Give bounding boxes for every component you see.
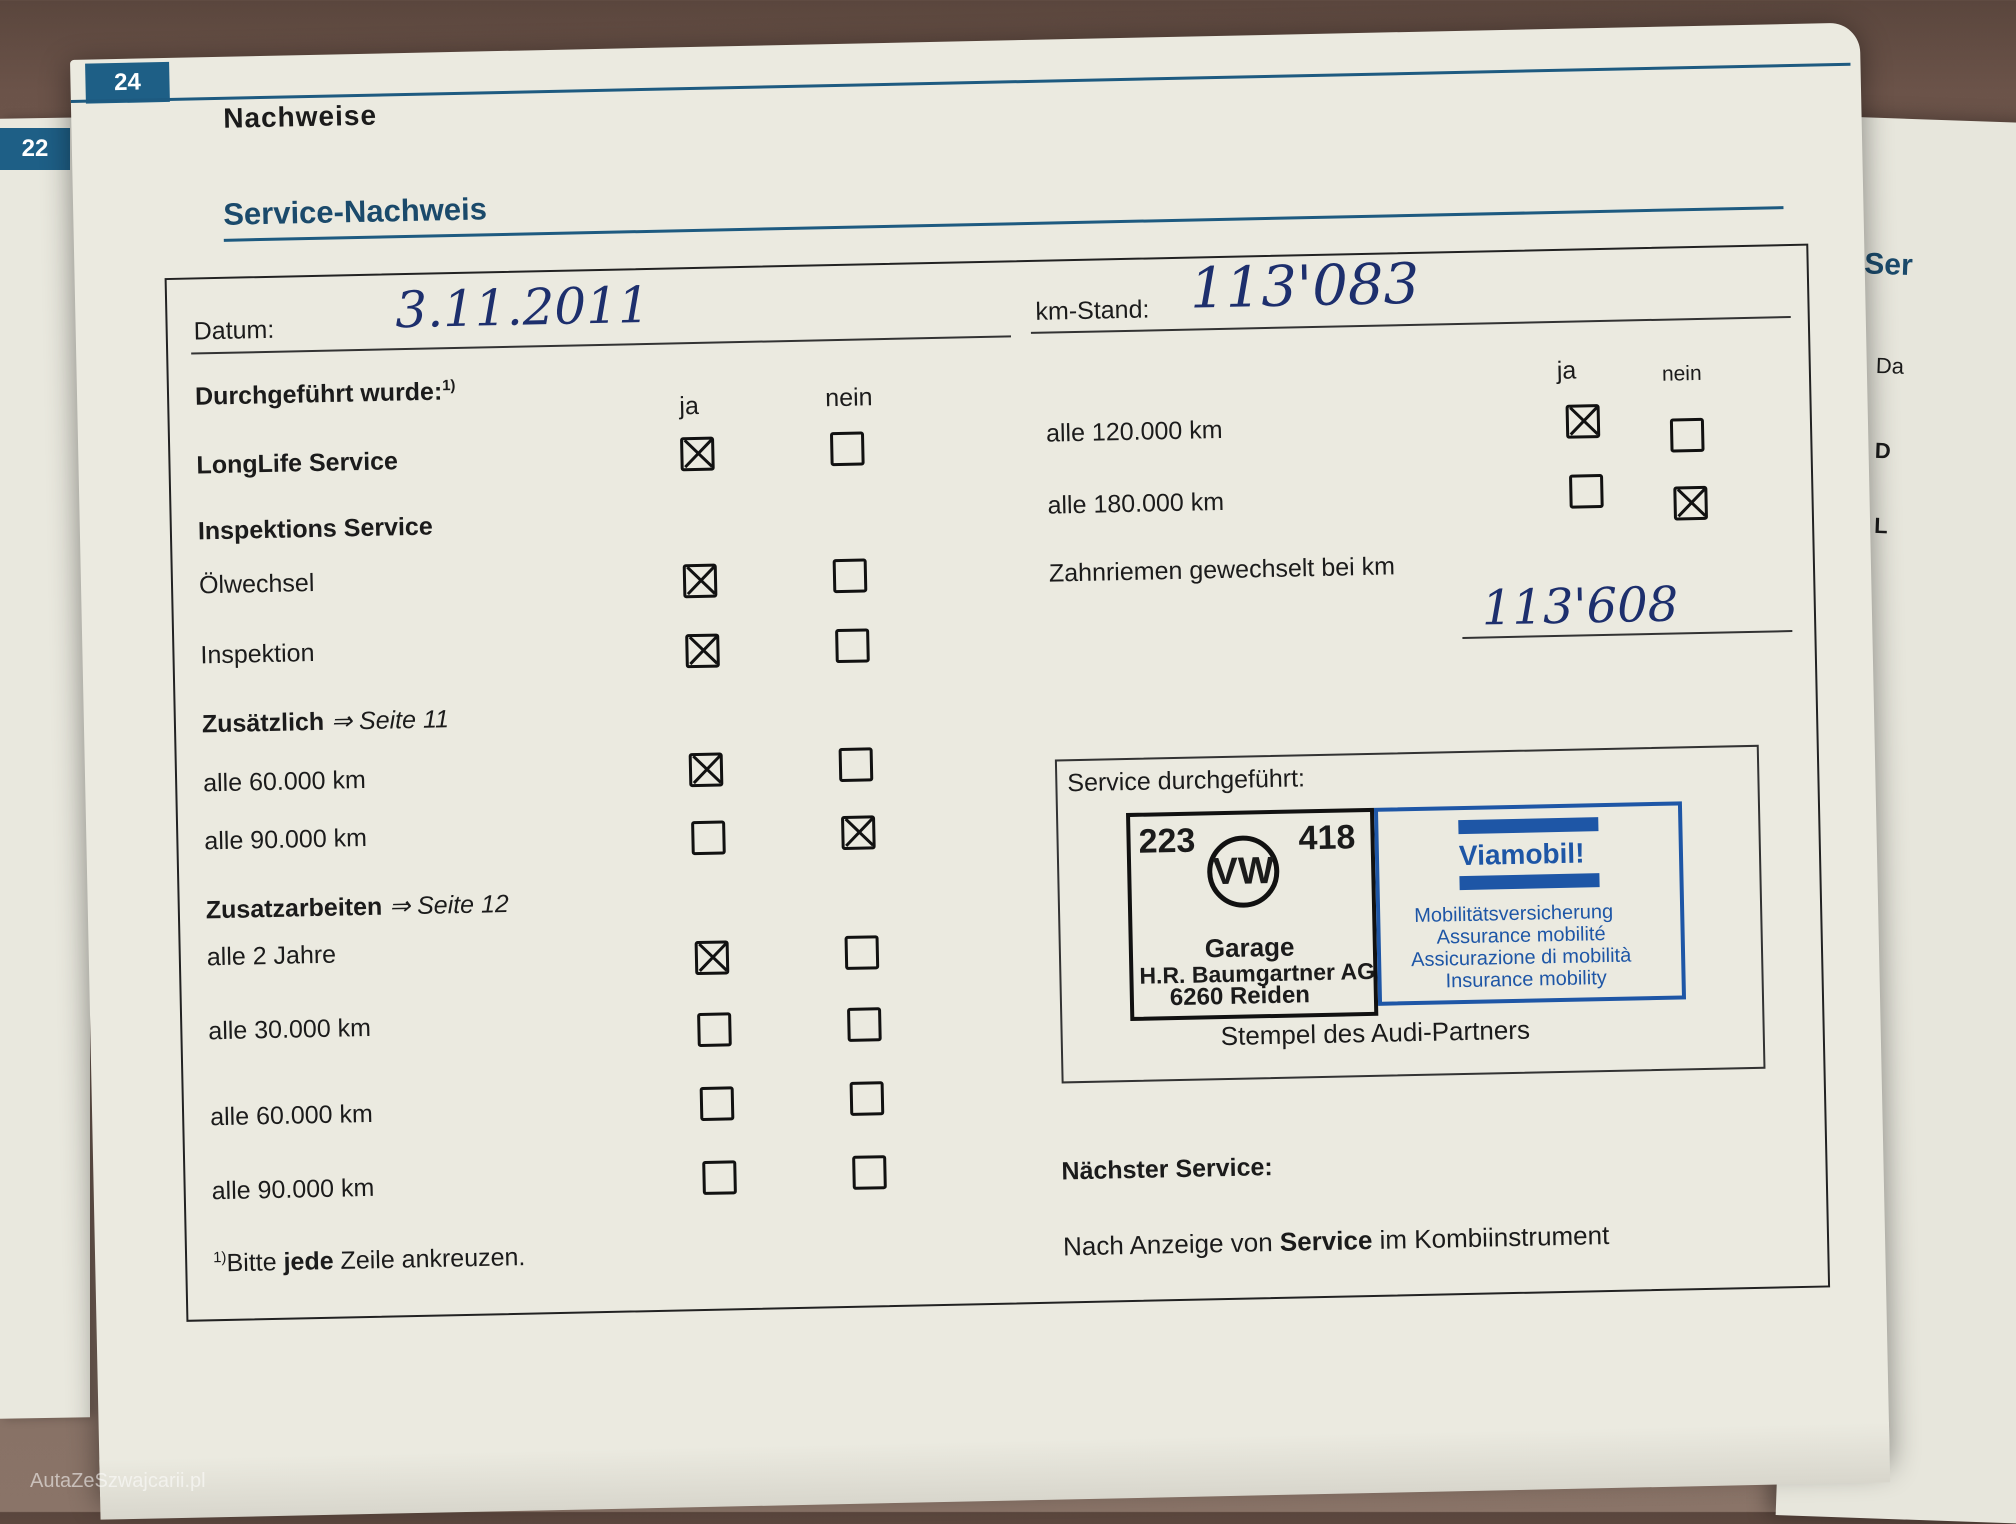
zusatz-30k-ja-checkbox[interactable] [697, 1012, 732, 1047]
page-number-tab: 24 [85, 62, 170, 104]
zahnriemen-value: 113'608 [1481, 576, 1679, 637]
stamp-company: H.R. Baumgartner AG [1139, 957, 1376, 989]
zusaetzlich-90k-ja-checkbox[interactable] [691, 820, 726, 855]
viamobil-bar [1458, 817, 1598, 834]
page-bottom-shadow [99, 1422, 1890, 1519]
zusatz-90k-ja-checkbox[interactable] [702, 1160, 737, 1195]
zusatz-30k-nein-checkbox[interactable] [847, 1007, 882, 1042]
zusatz-60k-label: alle 60.000 km [209, 1099, 374, 1132]
right-page-row: L [1873, 512, 1889, 539]
datum-value: 3.11.2011 [394, 275, 651, 340]
stamp-caption: Stempel des Audi-Partners [1220, 1014, 1531, 1052]
viamobil-line: Mobilitätsversicherung [1413, 900, 1614, 928]
header-rule [71, 63, 1851, 103]
inspektions-service-label: Inspektions Service [197, 512, 433, 546]
zusatzarbeiten-heading: Zusatzarbeiten ⇒ Seite 12 [205, 889, 510, 925]
zusatz-2-jahre-nein-checkbox[interactable] [845, 935, 880, 970]
oelwechsel-nein-checkbox[interactable] [833, 558, 868, 593]
zusaetzlich-90k-nein-checkbox[interactable] [841, 815, 876, 850]
km-stand-value: 113'083 [1189, 251, 1420, 322]
right-page-heading: Ser [1863, 247, 1914, 283]
viamobil-line: Assurance mobilité [1436, 923, 1606, 949]
zusaetzlich-heading: Zusätzlich ⇒ Seite 11 [201, 705, 450, 739]
zusatz-2-jahre-label: alle 2 Jahre [206, 940, 337, 972]
stamp-city: 6260 Reiden [1169, 981, 1311, 1012]
zusatz-60k-nein-checkbox[interactable] [850, 1081, 885, 1116]
zusatzarbeiten-page-ref: ⇒ Seite 12 [388, 889, 510, 921]
inspektion-nein-checkbox[interactable] [835, 628, 870, 663]
right-180k-ja-checkbox[interactable] [1569, 474, 1604, 509]
page-header-title: Nachweise [222, 99, 378, 134]
longlife-ja-checkbox[interactable] [680, 437, 715, 472]
next-service-text: Nach Anzeige von Service im Kombiinstrument [1062, 1220, 1610, 1262]
zusaetzlich-60k-nein-checkbox[interactable] [839, 747, 874, 782]
col-yes-left: ja [679, 391, 700, 421]
stamp-garage: Garage [1204, 931, 1295, 964]
oelwechsel-label: Ölwechsel [198, 569, 315, 600]
left-page-number: 22 [0, 128, 70, 170]
performed-footnote-ref: 1) [441, 377, 456, 395]
col-no-right: nein [1661, 361, 1702, 386]
right-120k-label: alle 120.000 km [1045, 415, 1223, 448]
footnote-marker: 1) [212, 1248, 227, 1267]
next-service-label: Nächster Service: [1061, 1153, 1273, 1186]
right-page-row: Da [1875, 352, 1905, 379]
vw-logo: VW [1207, 835, 1280, 908]
viamobil-stamp [1374, 801, 1686, 1005]
viamobil-line: Assicurazione di mobilità [1410, 944, 1632, 972]
right-page-row: D [1874, 437, 1892, 464]
zusatz-90k-label: alle 90.000 km [211, 1173, 375, 1206]
right-180k-label: alle 180.000 km [1047, 487, 1225, 520]
inspektion-ja-checkbox[interactable] [685, 634, 720, 669]
stamp-number-right: 418 [1298, 818, 1356, 858]
longlife-label: LongLife Service [196, 447, 399, 480]
zusaetzlich-60k-label: alle 60.000 km [202, 765, 367, 798]
oelwechsel-ja-checkbox[interactable] [683, 564, 718, 599]
zusatz-30k-label: alle 30.000 km [208, 1013, 372, 1046]
section-title: Service-Nachweis [222, 191, 488, 232]
viamobil-line: Insurance mobility [1445, 967, 1607, 993]
stamp-area-label: Service durchgeführt: [1067, 764, 1306, 798]
zahnriemen-label: Zahnriemen gewechselt bei km [1048, 552, 1396, 588]
viamobil-bar [1459, 873, 1599, 890]
watermark: AutaZeSzwajcarii.pl [30, 1470, 206, 1492]
col-no-left: nein [824, 383, 873, 413]
performed-label: Durchgeführt wurde:$^{1)}$ [194, 377, 456, 411]
col-yes-right: ja [1556, 356, 1577, 385]
zusaetzlich-90k-label: alle 90.000 km [204, 823, 368, 856]
zusatz-90k-nein-checkbox[interactable] [852, 1155, 887, 1190]
inspektion-label: Inspektion [200, 639, 315, 670]
zusaetzlich-60k-ja-checkbox[interactable] [689, 752, 724, 787]
km-stand-label: km-Stand: [1035, 295, 1150, 326]
zusatz-2-jahre-ja-checkbox[interactable] [695, 940, 730, 975]
right-120k-ja-checkbox[interactable] [1566, 404, 1601, 439]
footnote: $^{1)}$Bitte jede Zeile ankreuzen. [212, 1243, 526, 1278]
right-120k-nein-checkbox[interactable] [1670, 418, 1705, 453]
booklet-page [70, 23, 1890, 1500]
right-180k-nein-checkbox[interactable] [1673, 486, 1708, 521]
zusaetzlich-page-ref: ⇒ Seite 11 [330, 705, 450, 736]
viamobil-title: Viamobil! [1458, 837, 1585, 872]
stamp-number-left: 223 [1138, 821, 1196, 861]
datum-label: Datum: [193, 315, 275, 346]
longlife-nein-checkbox[interactable] [830, 431, 865, 466]
zusatz-60k-ja-checkbox[interactable] [700, 1086, 735, 1121]
